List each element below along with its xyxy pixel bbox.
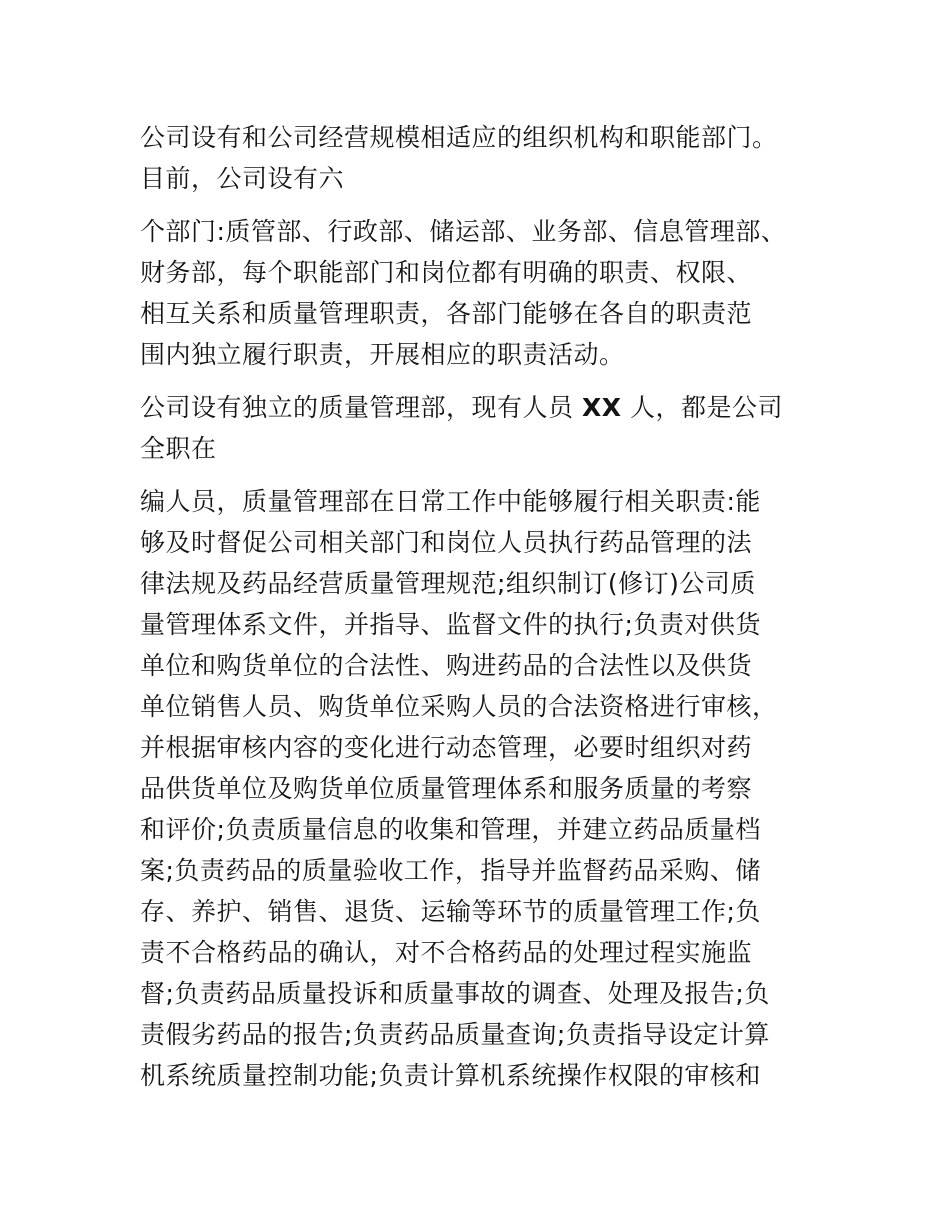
text-line: 量管理体系文件，并指导、监督文件的执行;负责对供货 bbox=[140, 610, 761, 639]
text-line: 存、养护、销售、退货、运输等环节的质量管理工作;负 bbox=[140, 897, 761, 926]
text-line: 并根据审核内容的变化进行动态管理，必要时组织对药 bbox=[140, 733, 753, 762]
text-line: 目前，公司设有六 bbox=[140, 164, 345, 193]
text-line: 全职在 bbox=[140, 434, 217, 463]
text-line: 责不合格药品的确认，对不合格药品的处理过程实施监 bbox=[140, 938, 753, 967]
text-line: 单位销售人员、购货单位采购人员的合法资格进行审核， bbox=[140, 692, 778, 721]
text-line: 机系统质量控制功能;负责计算机系统操作权限的审核和 bbox=[140, 1061, 761, 1090]
paragraph-3 bbox=[140, 387, 820, 469]
text-line: 公司设有和公司经营规模相适应的组织机构和职能部门。 bbox=[140, 123, 778, 152]
text-line bbox=[140, 387, 820, 428]
text-line: 责假劣药品的报告;负责药品质量查询;负责指导设定计算 bbox=[140, 1020, 770, 1049]
text-line: 律法规及药品经营质量管理规范;组织制订(修订)公司质 bbox=[140, 569, 756, 598]
paragraph-2 bbox=[140, 211, 820, 375]
staff-count-placeholder: XX bbox=[581, 393, 622, 422]
text-line: 编人员，质量管理部在日常工作中能够履行相关职责:能 bbox=[140, 487, 761, 516]
text-line: 个部门:质管部、行政部、储运部、业务部、信息管理部、 bbox=[140, 217, 787, 246]
text-segment: 人，都是公司 bbox=[621, 393, 783, 422]
text-line: 和评价;负责质量信息的收集和管理，并建立药品质量档 bbox=[140, 815, 761, 844]
text-line: 品供货单位及购货单位质量管理体系和服务质量的考察 bbox=[140, 774, 753, 803]
text-line: 案;负责药品的质量验收工作，指导并监督药品采购、储 bbox=[140, 856, 761, 885]
text-line: 相互关系和质量管理职责，各部门能够在各自的职责范 bbox=[140, 299, 753, 328]
text-line: 单位和购货单位的合法性、购进药品的合法性以及供货 bbox=[140, 651, 753, 680]
paragraph-4 bbox=[140, 481, 820, 1096]
text-line: 财务部，每个职能部门和岗位都有明确的职责、权限、 bbox=[140, 258, 753, 287]
document-body bbox=[140, 117, 820, 1108]
text-segment: 公司设有独立的质量管理部，现有人员 bbox=[140, 393, 582, 422]
text-line: 督;负责药品质量投诉和质量事故的调查、处理及报告;负 bbox=[140, 979, 770, 1008]
paragraph-1 bbox=[140, 117, 820, 199]
text-line: 围内独立履行职责，开展相应的职责活动。 bbox=[140, 340, 625, 369]
text-line: 够及时督促公司相关部门和岗位人员执行药品管理的法 bbox=[140, 528, 753, 557]
